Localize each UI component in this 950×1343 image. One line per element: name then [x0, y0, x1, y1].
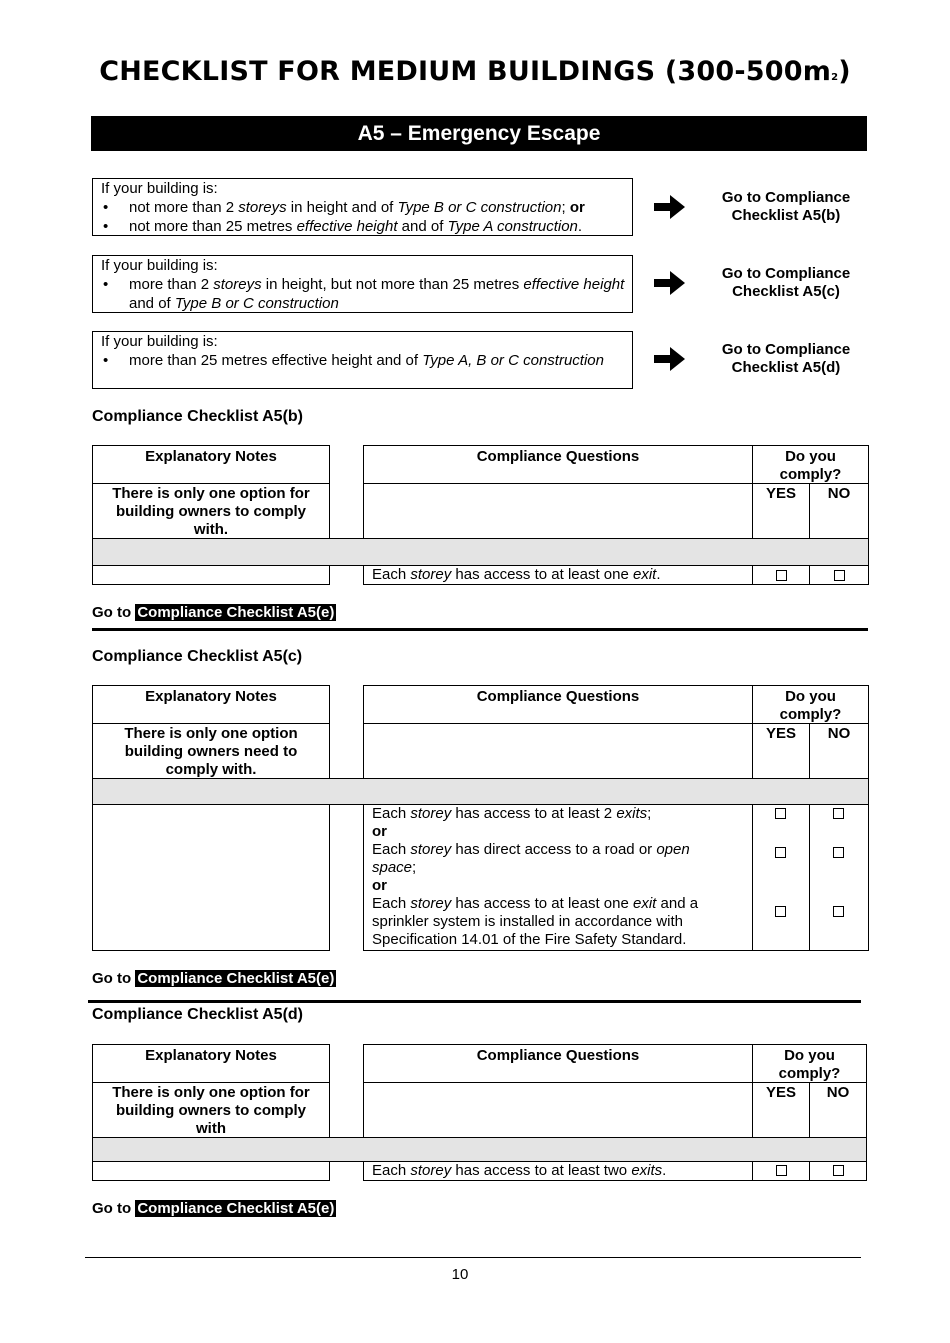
no-checkbox[interactable]: [833, 906, 844, 917]
condition-bullet: • not more than 2 storeys in height and of Type B or C construction; or: [101, 198, 632, 217]
page-title: CHECKLIST FOR MEDIUM BUILDINGS (300-500m2): [99, 56, 851, 87]
no-checkbox[interactable]: [833, 1165, 844, 1176]
goto-a5d[interactable]: Go to Compliance Checklist A5(d): [721, 341, 851, 376]
arrow-right-icon: [652, 268, 688, 298]
yes-cell: [752, 565, 810, 585]
header-do-you-comply: Do you comply?: [752, 685, 869, 724]
header-yes: YES: [752, 483, 810, 539]
blank-cell: [92, 1161, 330, 1181]
shaded-divider-row: [92, 778, 869, 805]
header-yes: YES: [752, 723, 810, 779]
goto-a5e-link[interactable]: Compliance Checklist A5(e): [137, 1200, 335, 1217]
blank-cell: [92, 565, 330, 585]
no-cell: [809, 565, 869, 585]
header-do-you-comply: Do you comply?: [752, 1044, 867, 1083]
yes-checkbox[interactable]: [776, 570, 787, 581]
page-number: 10: [451, 1266, 469, 1283]
footer-rule: [85, 1257, 861, 1258]
header-yes: YES: [752, 1082, 810, 1138]
section-divider: [92, 628, 868, 631]
no-cell: [809, 1161, 867, 1181]
header-compliance-questions: Compliance Questions: [363, 685, 753, 724]
section-heading-a5d: Compliance Checklist A5(d): [92, 1006, 304, 1023]
header-no: NO: [809, 723, 869, 779]
blank-cell: [92, 804, 330, 951]
header-explanatory-notes: Explanatory Notes: [92, 445, 330, 484]
header-compliance-questions: Compliance Questions: [363, 1044, 753, 1083]
header-explanatory-notes: Explanatory Notes: [92, 1044, 330, 1083]
goto-a5e-line: Go to Compliance Checklist A5(e): [92, 1200, 335, 1217]
goto-a5e-line: Go to Compliance Checklist A5(e): [92, 970, 335, 987]
no-cell: [809, 804, 869, 951]
header-compliance-questions: Compliance Questions: [363, 445, 753, 484]
header-explanatory-notes: Explanatory Notes: [92, 685, 330, 724]
blank-cell: [363, 1082, 753, 1138]
arrow-right-icon: [652, 344, 688, 374]
section-banner: A5 – Emergency Escape: [91, 116, 867, 151]
yes-cell: [752, 804, 810, 951]
no-checkbox[interactable]: [833, 808, 844, 819]
explanatory-note: There is only one option for building owners to comply with.: [92, 483, 330, 539]
question-text: Each storey has access to at least one exit.: [363, 565, 753, 585]
goto-a5e-link[interactable]: Compliance Checklist A5(e): [137, 604, 335, 621]
condition-box-3: If your building is: • more than 25 metres effective height and of Type A, B or C construction: [92, 331, 633, 389]
section-heading-a5b: Compliance Checklist A5(b): [92, 408, 304, 425]
section-divider: [88, 1000, 861, 1003]
explanatory-note: There is only one option for building owners to comply with: [92, 1082, 330, 1138]
goto-a5c[interactable]: Go to Compliance Checklist A5(c): [721, 265, 851, 300]
yes-checkbox[interactable]: [775, 847, 786, 858]
question-text: Each storey has access to at least 2 exits; or Each storey has direct access to a road or open space; or Each storey has access to at least one exit and a sprinkler system is installed in accordance with Specification 14.01 of the Fire Safety Standard.: [363, 804, 753, 951]
no-checkbox[interactable]: [834, 570, 845, 581]
condition-box-1: If your building is: • not more than 2 storeys in height and of Type B or C construction; or • not more than 25 metres effective height and of Type A construction.: [92, 178, 633, 236]
condition-bullet: • more than 25 metres effective height and of Type A, B or C construction: [101, 351, 632, 370]
yes-checkbox[interactable]: [776, 1165, 787, 1176]
condition-bullet: • more than 2 storeys in height, but not more than 25 metres effective height and of Type B or C construction: [101, 275, 632, 313]
goto-a5b[interactable]: Go to Compliance Checklist A5(b): [721, 189, 851, 224]
goto-a5e-link[interactable]: Compliance Checklist A5(e): [137, 970, 335, 987]
yes-cell: [752, 1161, 810, 1181]
yes-checkbox[interactable]: [775, 906, 786, 917]
yes-checkbox[interactable]: [775, 808, 786, 819]
header-no: NO: [809, 1082, 867, 1138]
no-checkbox[interactable]: [833, 847, 844, 858]
arrow-right-icon: [652, 192, 688, 222]
shaded-divider-row: [92, 538, 869, 566]
question-text: Each storey has access to at least two exits.: [363, 1161, 753, 1181]
blank-cell: [363, 723, 753, 779]
condition-box-2: If your building is: • more than 2 storeys in height, but not more than 25 metres effective height and of Type B or C construction: [92, 255, 633, 313]
header-do-you-comply: Do you comply?: [752, 445, 869, 484]
condition-bullet: • not more than 25 metres effective height and of Type A construction.: [101, 217, 632, 236]
header-no: NO: [809, 483, 869, 539]
blank-cell: [363, 483, 753, 539]
goto-a5e-line: Go to Compliance Checklist A5(e): [92, 604, 335, 621]
section-heading-a5c: Compliance Checklist A5(c): [92, 648, 303, 665]
explanatory-note: There is only one option building owners need to comply with.: [92, 723, 330, 779]
shaded-divider-row: [92, 1137, 867, 1162]
